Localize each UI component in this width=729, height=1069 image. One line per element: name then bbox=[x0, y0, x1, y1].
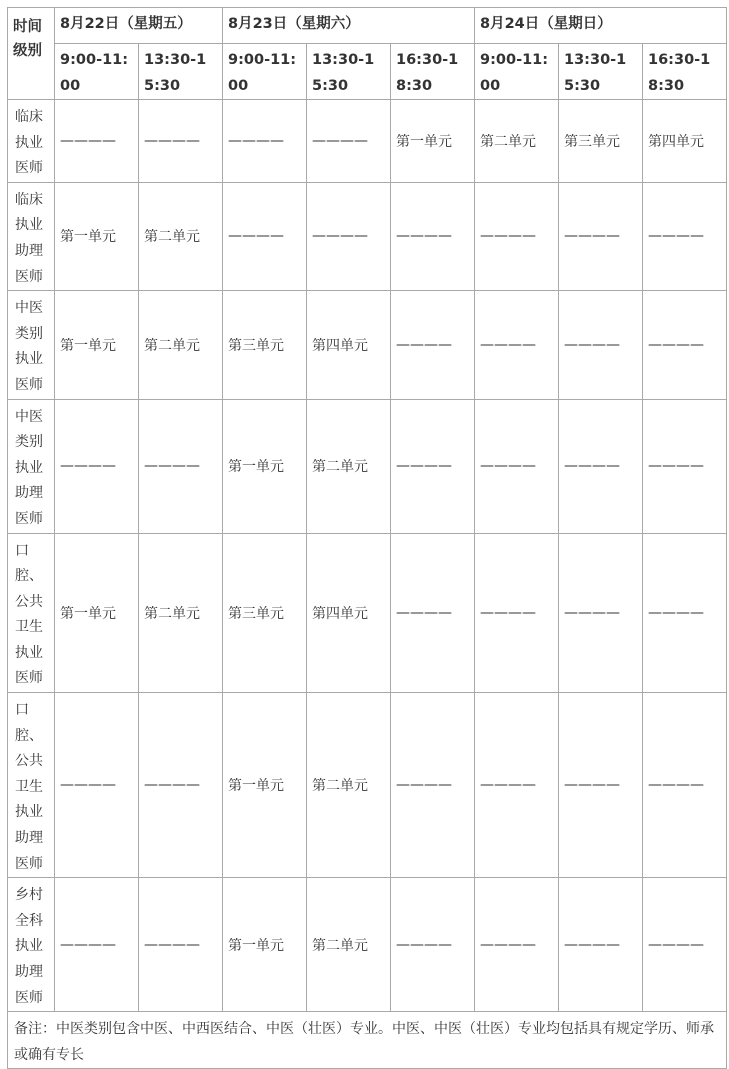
time-slot-header: 9:00-11:00 bbox=[475, 44, 559, 100]
level-label: 临床执业医师 bbox=[8, 100, 55, 183]
level-label: 乡村全科执业助理医师 bbox=[8, 878, 55, 1012]
schedule-cell: ———— bbox=[391, 693, 475, 878]
schedule-cell: ———— bbox=[559, 878, 643, 1012]
table-row bbox=[8, 182, 727, 290]
schedule-cell: ———— bbox=[643, 399, 727, 533]
schedule-cell: ———— bbox=[307, 182, 391, 290]
table-row bbox=[8, 878, 727, 1012]
time-slot-header: 9:00-11:00 bbox=[223, 44, 307, 100]
schedule-cell: 第一单元 bbox=[223, 693, 307, 878]
schedule-cell: ———— bbox=[559, 182, 643, 290]
day-header: 8月23日（星期六） bbox=[223, 8, 475, 44]
schedule-cell: 第四单元 bbox=[643, 100, 727, 183]
schedule-cell: ———— bbox=[559, 533, 643, 693]
schedule-cell: ———— bbox=[223, 182, 307, 290]
schedule-cell: ———— bbox=[475, 399, 559, 533]
corner-header: 时间级别 bbox=[8, 8, 55, 100]
schedule-cell: ———— bbox=[475, 291, 559, 399]
schedule-cell: ———— bbox=[475, 533, 559, 693]
schedule-cell: ———— bbox=[643, 291, 727, 399]
schedule-cell: ———— bbox=[139, 693, 223, 878]
schedule-cell: ———— bbox=[391, 533, 475, 693]
schedule-cell: 第一单元 bbox=[223, 399, 307, 533]
time-slot-header: 16:30-18:30 bbox=[643, 44, 727, 100]
schedule-cell: 第一单元 bbox=[55, 182, 139, 290]
schedule-cell: 第一单元 bbox=[223, 878, 307, 1012]
schedule-cell: ———— bbox=[559, 693, 643, 878]
day-header: 8月24日（星期日） bbox=[475, 8, 727, 44]
table-row bbox=[8, 533, 727, 693]
time-slot-header: 13:30-15:30 bbox=[139, 44, 223, 100]
schedule-cell: ———— bbox=[307, 100, 391, 183]
level-label: 中医类别执业助理医师 bbox=[8, 399, 55, 533]
schedule-cell: 第四单元 bbox=[307, 291, 391, 399]
schedule-cell: ———— bbox=[475, 693, 559, 878]
schedule-cell: 第四单元 bbox=[307, 533, 391, 693]
day-header: 8月22日（星期五） bbox=[55, 8, 223, 44]
table-row bbox=[8, 693, 727, 878]
schedule-cell: 第二单元 bbox=[139, 291, 223, 399]
schedule-cell: ———— bbox=[391, 182, 475, 290]
schedule-cell: ———— bbox=[643, 878, 727, 1012]
exam-schedule-table bbox=[7, 7, 727, 1069]
schedule-cell: ———— bbox=[559, 291, 643, 399]
schedule-cell: 第三单元 bbox=[559, 100, 643, 183]
schedule-cell: ———— bbox=[139, 100, 223, 183]
table-row bbox=[8, 291, 727, 399]
schedule-cell: ———— bbox=[391, 399, 475, 533]
schedule-cell: 第二单元 bbox=[139, 533, 223, 693]
schedule-cell: ———— bbox=[391, 291, 475, 399]
time-slot-header: 16:30-18:30 bbox=[391, 44, 475, 100]
schedule-cell: 第三单元 bbox=[223, 291, 307, 399]
schedule-cell: ———— bbox=[55, 399, 139, 533]
schedule-cell: ———— bbox=[475, 878, 559, 1012]
schedule-cell: ———— bbox=[559, 399, 643, 533]
level-label: 口腔、公共卫生执业医师 bbox=[8, 533, 55, 693]
schedule-cell: 第二单元 bbox=[307, 693, 391, 878]
schedule-cell: ———— bbox=[139, 399, 223, 533]
table-row bbox=[8, 399, 727, 533]
schedule-cell: ———— bbox=[223, 100, 307, 183]
time-slot-header: 13:30-15:30 bbox=[559, 44, 643, 100]
time-slot-header: 13:30-15:30 bbox=[307, 44, 391, 100]
schedule-cell: ———— bbox=[475, 182, 559, 290]
schedule-cell: ———— bbox=[643, 533, 727, 693]
schedule-cell: 第二单元 bbox=[307, 878, 391, 1012]
time-slot-header: 9:00-11:00 bbox=[55, 44, 139, 100]
schedule-cell: ———— bbox=[55, 693, 139, 878]
schedule-cell: 第三单元 bbox=[223, 533, 307, 693]
schedule-cell: ———— bbox=[55, 100, 139, 183]
schedule-cell: ———— bbox=[55, 878, 139, 1012]
schedule-cell: 第一单元 bbox=[391, 100, 475, 183]
level-label: 中医类别执业医师 bbox=[8, 291, 55, 399]
schedule-cell: ———— bbox=[391, 878, 475, 1012]
footnote: 备注：中医类别包含中医、中西医结合、中医（壮医）专业。中医、中医（壮医）专业均包括具有规定学历、师承或确有专长 bbox=[8, 1012, 727, 1069]
table-row bbox=[8, 100, 727, 183]
schedule-cell: ———— bbox=[643, 182, 727, 290]
schedule-cell: 第一单元 bbox=[55, 533, 139, 693]
level-label: 口腔、公共卫生执业助理医师 bbox=[8, 693, 55, 878]
schedule-cell: 第一单元 bbox=[55, 291, 139, 399]
schedule-cell: ———— bbox=[643, 693, 727, 878]
schedule-cell: 第二单元 bbox=[139, 182, 223, 290]
schedule-cell: ———— bbox=[139, 878, 223, 1012]
schedule-cell: 第二单元 bbox=[475, 100, 559, 183]
schedule-cell: 第二单元 bbox=[307, 399, 391, 533]
level-label: 临床执业助理医师 bbox=[8, 182, 55, 290]
